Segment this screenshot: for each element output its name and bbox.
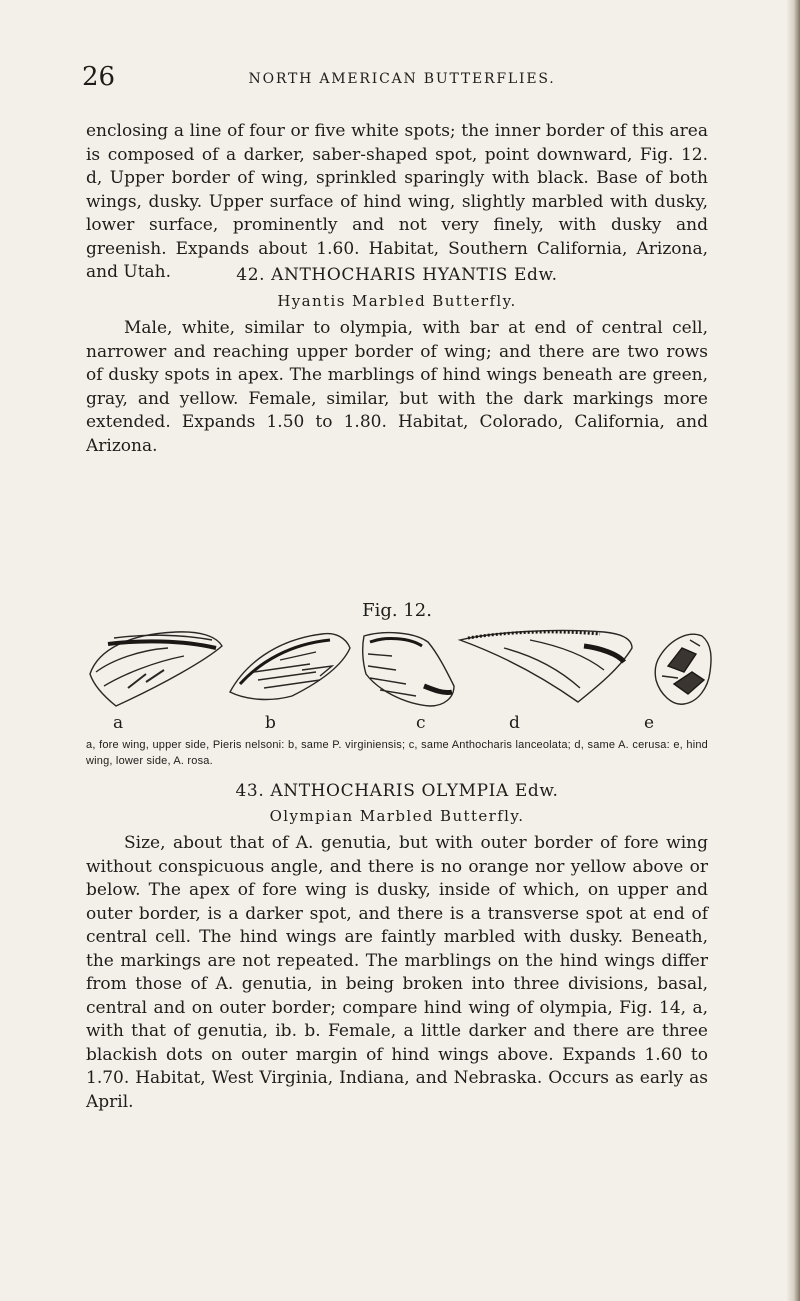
figure-label-d: d [509, 713, 520, 733]
species-42-common-name: Hyantis Marbled Butterfly. [277, 292, 517, 310]
figure-label-c: c [416, 713, 426, 733]
figure-title: Fig. 12. [362, 600, 432, 621]
wing-d-drawing [460, 630, 632, 702]
page-edge-shadow [786, 0, 800, 1301]
page-header [82, 62, 722, 94]
species-43-heading: 43. ANTHOCHARIS OLYMPIA Edw. [235, 781, 559, 801]
paragraph-continued: enclosing a line of four or five white spots; the inner border of this area is composed of a darker, saber-shaped spot, point downward, Fig. 12. d, Upper border of wing, sprinkled sparingly with black. Base of both wings, dusky. Upper surface of hind wing, slightly marbled with dusky, lower surface, prominently and not very finely, with dusky and greenish. Expands about 1.60. Habitat, Southern California, Arizona, and Utah. [86, 121, 708, 282]
figure-label-a: a [113, 713, 124, 733]
page-number: 26 [82, 62, 116, 92]
wing-drawings [84, 626, 718, 710]
figure-12-illustration [84, 626, 718, 710]
species-43-description: Size, about that of A. genutia, but with outer border of fore wing without conspicuous angle, and there is no orange nor yellow above or below. The apex of fore wing is dusky, inside of which, on upper and outer border, is a darker spot, and there is a transverse spot at end of central cell. The hind wings are faintly marbled with dusky. Beneath, the markings are not repeated. The marblings on the hind wings differ from those of A. genutia, in being broken into three divisions, basal, central and on outer border; compare hind wing of olympia, Fig. 14, a, with that of genutia, ib. b. Female, a little darker and there are three blackish dots on outer margin of hind wings above. Expands 1.60 to 1.70. Habitat, West Virginia, Indiana, and Nebraska. Occurs as early as April. [86, 833, 708, 1112]
figure-label-b: b [265, 713, 276, 733]
figure-label-e: e [644, 713, 655, 733]
wing-b-drawing [230, 634, 350, 700]
species-42-heading: 42. ANTHOCHARIS HYANTIS Edw. [236, 265, 558, 285]
figure-caption: a, fore wing, upper side, Pieris nelsoni: b, same P. virginiensis; c, same Anthocharis lanceolata; d, same A. cerusa: e, hind wing, lower side, A. rosa. [86, 739, 708, 767]
wing-c-drawing [363, 633, 454, 706]
wing-a-drawing [90, 632, 222, 706]
species-42-description: Male, white, similar to olympia, with bar at end of central cell, narrower and reaching upper border of wing; and there are two rows of dusky spots in apex. The marblings of hind wings beneath are green, gray, and yellow. Female, similar, but with the dark markings more extended. Expands 1.50 to 1.80. Habitat, Colorado, California, and Arizona. [86, 318, 708, 456]
species-43-common-name: Olympian Marbled Butterfly. [269, 807, 525, 825]
running-head: NORTH AMERICAN BUTTERFLIES. [248, 71, 556, 87]
wing-e-drawing [655, 634, 711, 704]
